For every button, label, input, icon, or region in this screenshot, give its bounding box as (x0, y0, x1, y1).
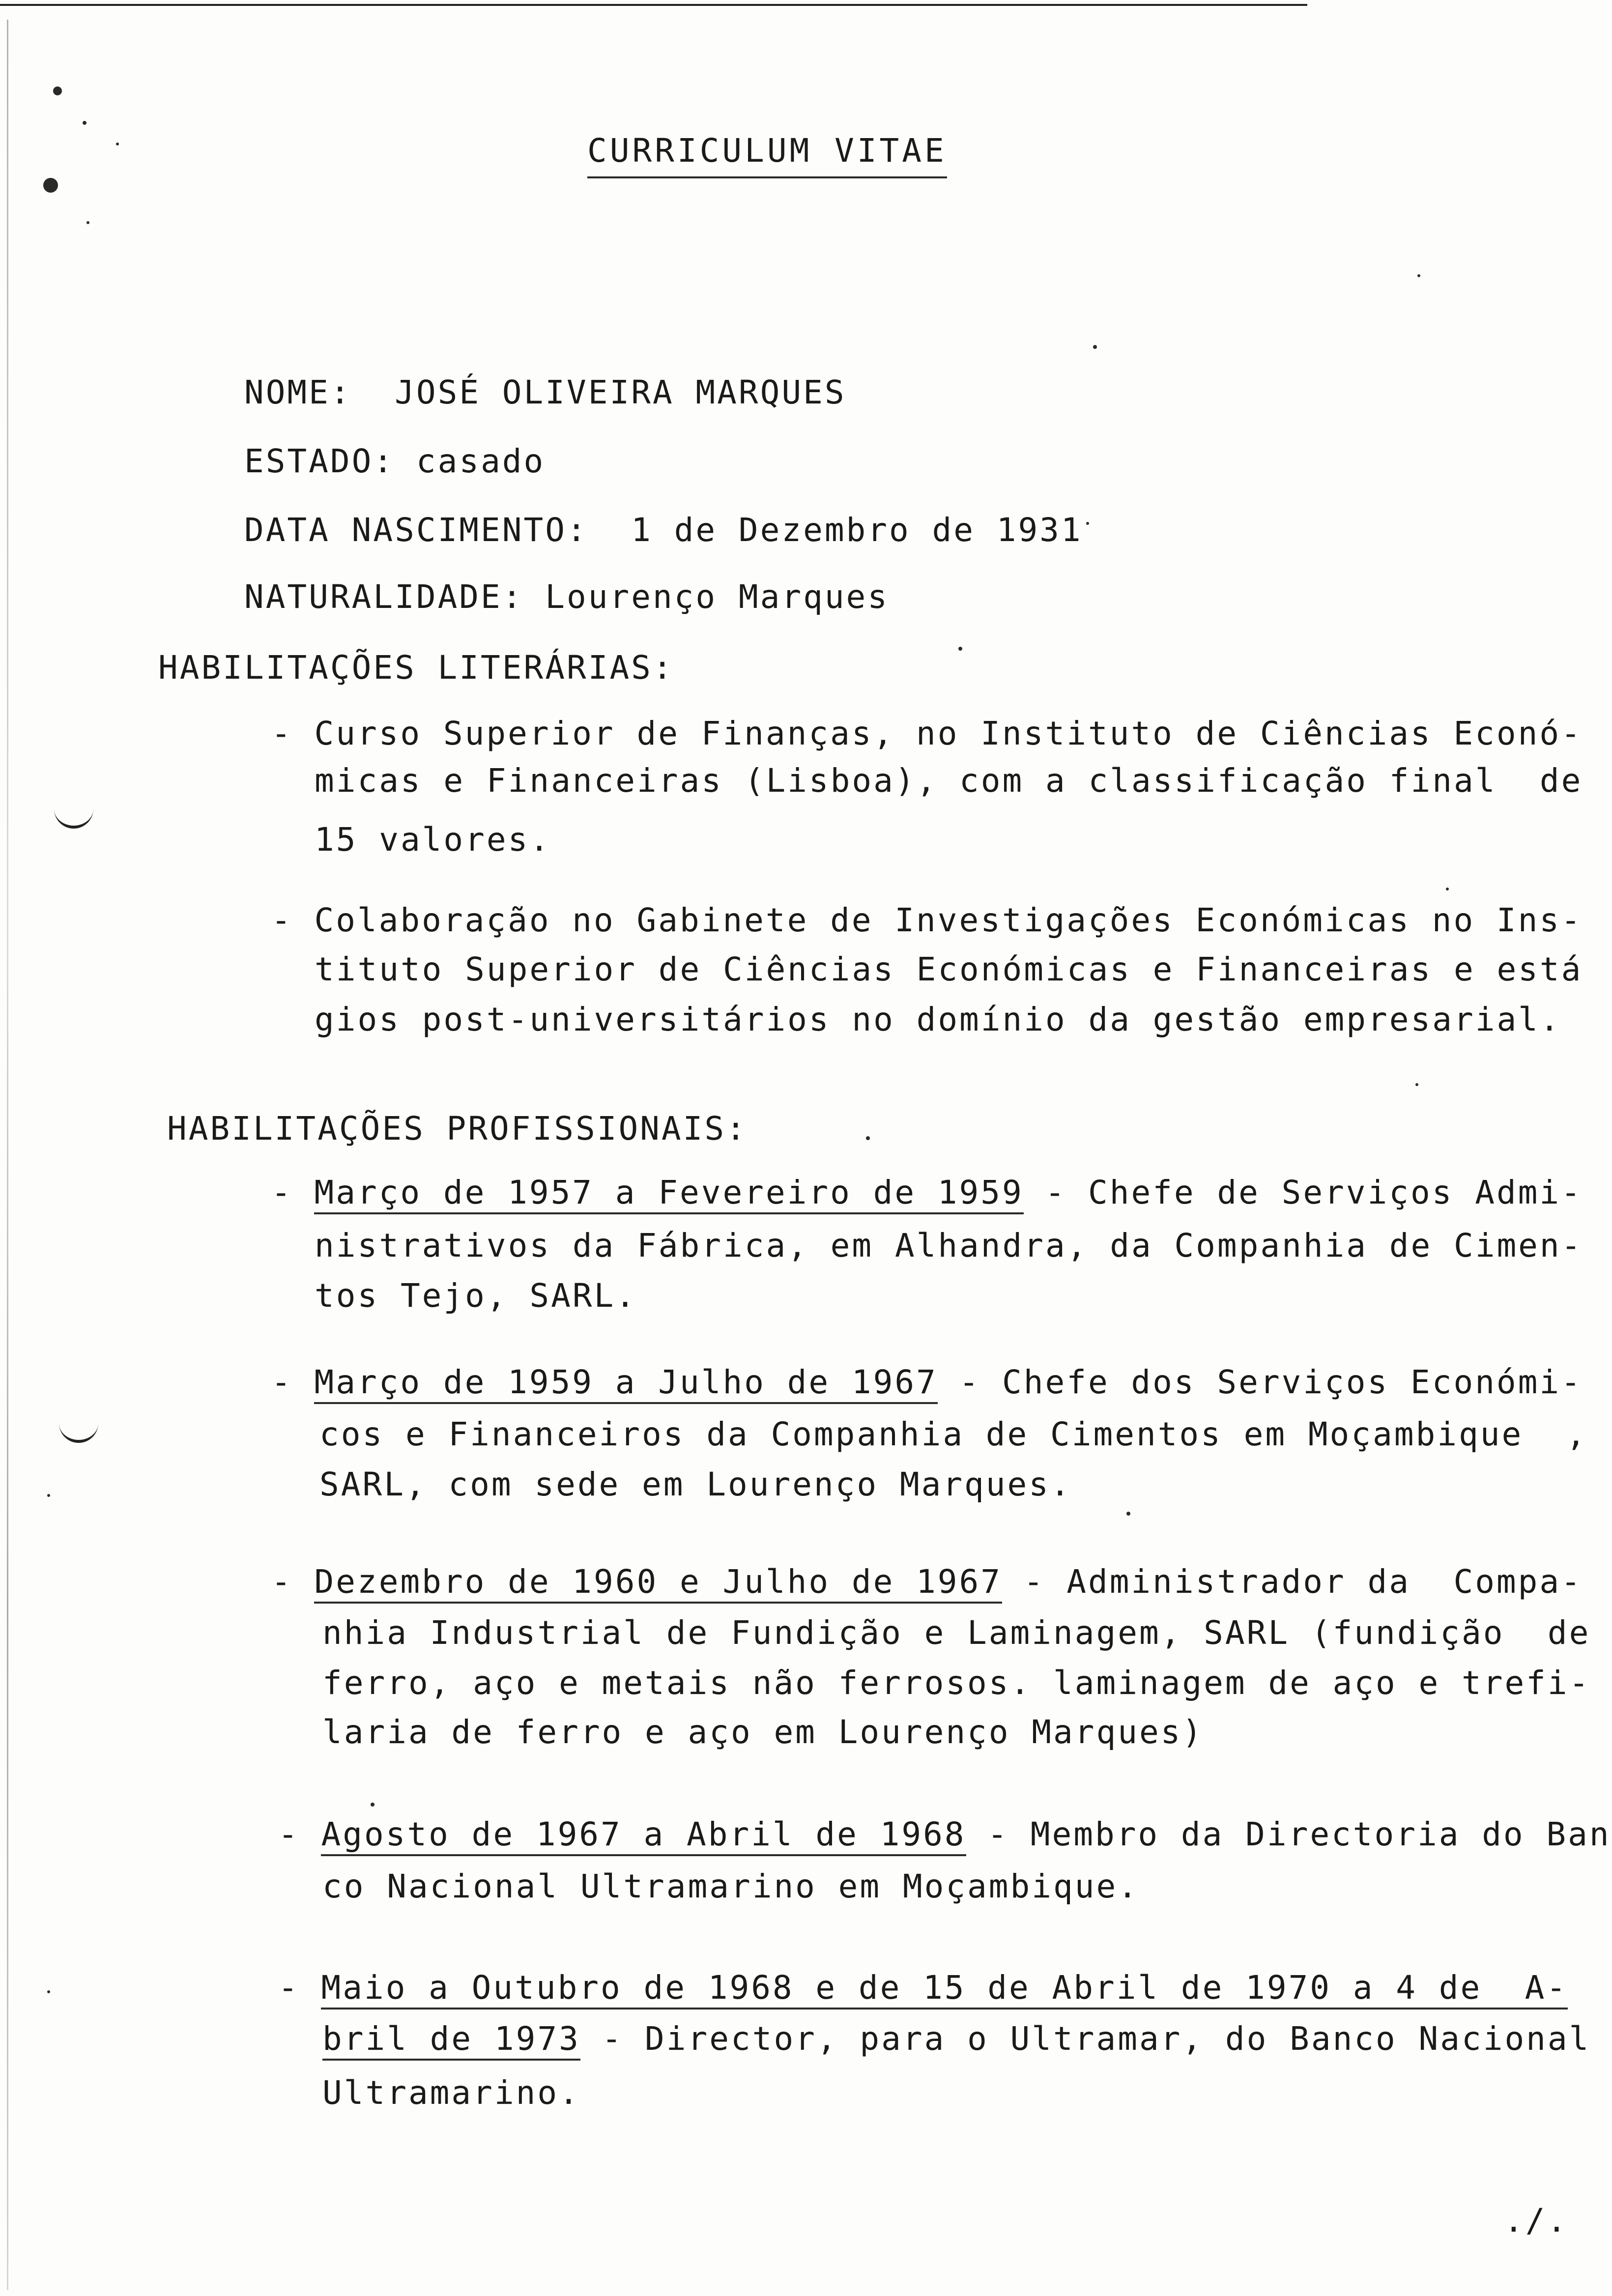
scan-speck (43, 178, 58, 193)
field-label: DATA NASCIMENTO: (244, 511, 588, 549)
field-label: ESTADO: (244, 442, 395, 480)
field-value: casado (416, 442, 546, 480)
scan-speck (53, 86, 62, 95)
binder-mark (54, 806, 93, 829)
page-continuation-mark: ./. (1504, 2202, 1569, 2239)
section-heading-literarias: HABILITAÇÕES LITERÁRIAS: (158, 649, 674, 687)
section-heading-profissionais: HABILITAÇÕES PROFISSIONAIS: (167, 1110, 748, 1148)
profissionais-item-line: nhia Industrial de Fundição e Laminagem, SARL (fundição de (322, 1614, 1591, 1652)
scan-speck (866, 1136, 870, 1140)
profissionais-item-line: nistrativos da Fábrica, em Alhandra, da Companhia de Cimen- (315, 1227, 1583, 1264)
scan-speck (1417, 274, 1420, 277)
period-underlined: Agosto de 1967 a Abril de 1968 (321, 1815, 966, 1856)
field-value: 1 de Dezembro de 1931 (631, 511, 1083, 549)
scan-speck (86, 221, 89, 224)
field-naturalidade (158, 548, 889, 646)
scan-speck (83, 121, 86, 125)
scan-speck (1093, 345, 1097, 349)
field-label: NOME: (244, 373, 352, 411)
scan-speck (47, 1990, 50, 1993)
profissionais-item-line: SARL, com sede em Lourenço Marques. (319, 1465, 1072, 1503)
period-underlined: Março de 1959 a Julho de 1967 (314, 1363, 937, 1404)
binder-mark (59, 1420, 98, 1443)
literarias-item-line: micas e Financeiras (Lisboa), com a classificação final de (315, 762, 1583, 800)
profissionais-item-line: ferro, aço e metais não ferrosos. laminagem de aço e trefi- (322, 1664, 1591, 1702)
scan-speck (371, 1803, 374, 1807)
field-label: NATURALIDADE: (244, 578, 524, 616)
profissionais-item-line: laria de ferro e aço em Lourenço Marques) (322, 1713, 1204, 1751)
profissionais-item-first-line: - Março de 1959 a Julho de 1967 - Chefe dos Serviços Económi- (271, 1366, 1583, 1399)
field-value: Lourenço Marques (545, 578, 890, 616)
scan-speck (1126, 1512, 1130, 1516)
literarias-item-line: tituto Superior de Ciências Económicas e Financeiras e está (315, 950, 1583, 988)
scan-speck (1446, 888, 1449, 890)
profissionais-item-line: Ultramarino. (322, 2074, 580, 2112)
document-title: CURRICULUM VITAE (587, 132, 947, 178)
literarias-item-line: - Colaboração no Gabinete de Investigações Económicas no Ins- (271, 901, 1583, 939)
profissionais-item-first-line: - Dezembro de 1960 e Julho de 1967 - Administrador da Compa- (271, 1566, 1583, 1598)
profissionais-item-line: cos e Financeiros da Companhia de Cimentos em Moçambique , (319, 1415, 1588, 1453)
scan-speck (958, 647, 962, 651)
profissionais-item-line: tos Tejo, SARL. (315, 1277, 637, 1315)
literarias-item-line: gios post-universitários no domínio da gestão empresarial. (315, 1001, 1561, 1038)
profissionais-item-line: co Nacional Ultramarino em Moçambique. (322, 1867, 1139, 1905)
literarias-item-line: - Curso Superior de Finanças, no Instituto de Ciências Econó- (271, 715, 1583, 752)
profissionais-item-line: bril de 1973 - Director, para o Ultramar, do Banco Nacional (322, 2023, 1590, 2055)
left-margin-shadow (7, 20, 8, 2290)
field-value: JOSÉ OLIVEIRA MARQUES (395, 373, 846, 411)
top-border-line (0, 4, 1307, 6)
scan-speck (1415, 1083, 1418, 1086)
scan-speck (47, 1494, 50, 1497)
profissionais-item-first-line: - Março de 1957 a Fevereiro de 1959 - Chefe de Serviços Admi- (271, 1177, 1583, 1209)
period-underlined: Março de 1957 a Fevereiro de 1959 (314, 1174, 1023, 1214)
period-underlined: Maio a Outubro de 1968 e de 15 de Abril de 1970 a 4 de A- (321, 1969, 1568, 2009)
profissionais-item-first-line: - Agosto de 1967 a Abril de 1968 - Membro da Directoria do Ban (278, 1818, 1611, 1851)
period-underlined: bril de 1973 (322, 2020, 580, 2061)
scan-speck (116, 143, 119, 145)
profissionais-item-first-line: - Maio a Outubro de 1968 e de 15 de Abril de 1970 a 4 de A- (278, 1972, 1568, 2004)
literarias-item-line: 15 valores. (315, 821, 551, 859)
period-underlined: Dezembro de 1960 e Julho de 1967 (314, 1563, 1002, 1604)
scan-speck (1086, 522, 1089, 525)
